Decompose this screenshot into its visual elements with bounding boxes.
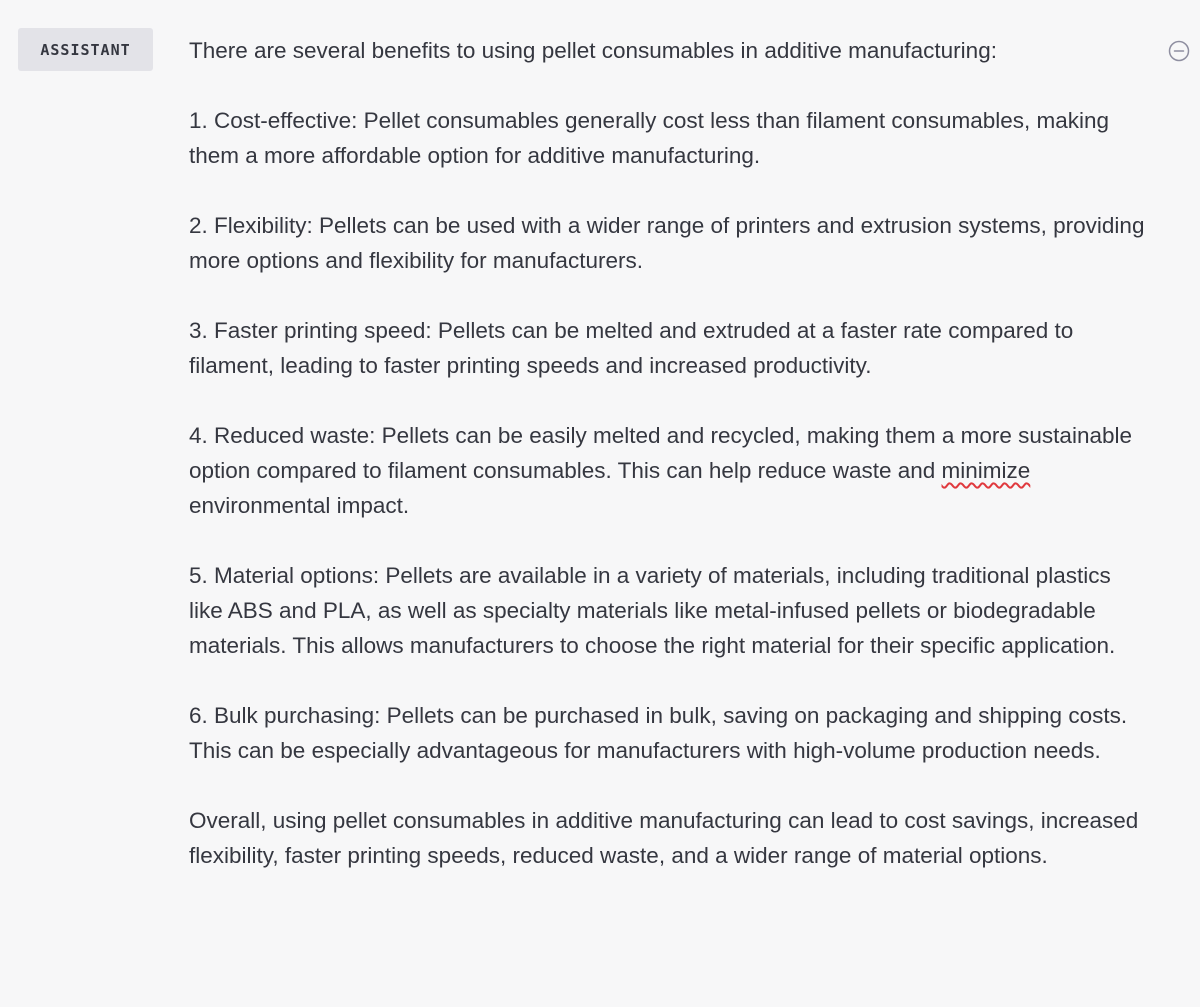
role-badge[interactable]: ASSISTANT	[18, 28, 153, 71]
minus-circle-icon[interactable]	[1168, 40, 1190, 62]
message-intro: There are several benefits to using pellet consumables in additive manufacturing:	[189, 38, 997, 63]
message-content[interactable]	[189, 33, 1149, 908]
list-item: 5. Material options: Pellets are available in a variety of materials, including traditional plastics like ABS and PLA, as well as specialty materials like metal-infused pellets or biodegradable materials. This allows manufacturers to choose the right material for their specific application.	[189, 563, 1116, 658]
message-conclusion: Overall, using pellet consumables in additive manufacturing can lead to cost savings, increased flexibility, faster printing speeds, reduced waste, and a wider range of material options.	[189, 808, 1139, 868]
spellcheck-flagged-word[interactable]: minimize	[941, 458, 1031, 483]
list-item	[189, 418, 1149, 523]
list-item: 2. Flexibility: Pellets can be used with a wider range of printers and extrusion systems, providing more options and flexibility for manufacturers.	[189, 213, 1145, 273]
list-item: 6. Bulk purchasing: Pellets can be purchased in bulk, saving on packaging and shipping costs. This can be especially advantageous for manufacturers with high-volume production needs.	[189, 703, 1128, 763]
list-item-text: 4. Reduced waste: Pellets can be easily melted and recycled, making them a more sustainable option compared to filament consumables. This can help reduce waste and	[189, 423, 1133, 483]
list-item-text: environmental impact.	[189, 493, 410, 518]
list-item: 3. Faster printing speed: Pellets can be melted and extruded at a faster rate compared to filament, leading to faster printing speeds and increased productivity.	[189, 318, 1074, 378]
list-item: 1. Cost-effective: Pellet consumables generally cost less than filament consumables, making them a more affordable option for additive manufacturing.	[189, 108, 1110, 168]
